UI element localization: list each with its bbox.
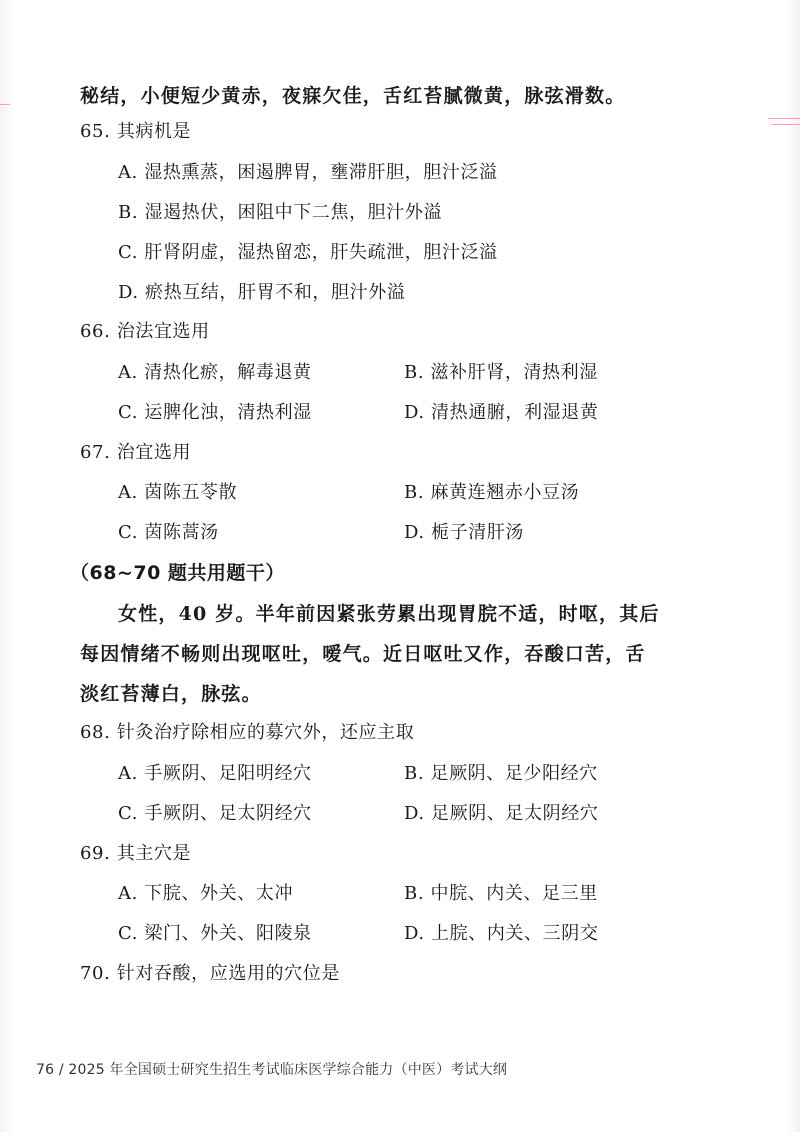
right-edge-mark-2 [772,124,800,125]
question-65-option-b: B. 湿遏热伏，困阻中下二焦，胆汁外溢 [118,202,443,223]
question-66-stem: 66. 治法宜选用 [80,321,210,342]
right-edge-mark [768,118,800,119]
question-67-option-a: A. 茵陈五苓散 [118,482,238,503]
question-65-option-c: C. 肝肾阴虚，湿热留恋，肝失疏泄，胆汁泛溢 [118,242,498,263]
question-68-option-a: A. 手厥阴、足阳明经穴 [118,763,312,784]
question-65-option-a: A. 湿热熏蒸，困遏脾胃，壅滞肝胆，胆汁泛溢 [118,162,498,183]
question-67-option-d: D. 栀子清肝汤 [404,522,525,543]
question-69-option-a: A. 下脘、外关、太冲 [118,883,294,904]
question-67-option-b: B. 麻黄连翘赤小豆汤 [404,482,580,503]
question-68-option-c: C. 手厥阴、足太阴经穴 [118,803,312,824]
group-case-line-3: 淡红苔薄白，脉弦。 [80,683,262,705]
question-68-stem: 68. 针灸治疗除相应的募穴外，还应主取 [80,722,415,743]
question-66-option-b: B. 滋补肝肾，清热利湿 [404,362,598,383]
question-66-option-d: D. 清热通腑，利湿退黄 [404,402,599,423]
group-title: （68~70 题共用题干） [70,562,285,584]
question-69-stem: 69. 其主穴是 [80,843,192,864]
question-66-option-a: A. 清热化瘀，解毒退黄 [118,362,312,383]
question-65-stem: 65. 其病机是 [80,121,192,142]
question-65-option-d: D. 瘀热互结，肝胃不和，胆汁外溢 [118,282,406,303]
question-69-option-c: C. 梁门、外关、阳陵泉 [118,923,312,944]
case-text-top: 秘结，小便短少黄赤，夜寐欠佳，舌红苔腻微黄，脉弦滑数。 [80,85,626,107]
question-68-option-d: D. 足厥阴、足太阴经穴 [404,803,599,824]
question-69-option-b: B. 中脘、内关、足三里 [404,883,598,904]
question-67-option-c: C. 茵陈蒿汤 [118,522,219,543]
question-69-option-d: D. 上脘、内关、三阴交 [404,923,599,944]
question-68-option-b: B. 足厥阴、足少阳经穴 [404,763,598,784]
group-case-line-1: 女性，40 岁。半年前因紧张劳累出现胃脘不适，时呕，其后 [118,603,660,625]
left-edge-mark [0,104,10,105]
question-66-option-c: C. 运脾化浊，清热利湿 [118,402,312,423]
question-70-stem: 70. 针对吞酸，应选用的穴位是 [80,963,340,984]
group-case-line-2: 每因情绪不畅则出现呕吐，嗳气。近日呕吐又作，吞酸口苦，舌 [80,643,646,665]
question-67-stem: 67. 治宜选用 [80,442,192,463]
page-footer: 76 / 2025 年全国硕士研究生招生考试临床医学综合能力（中医）考试大纲 [36,1062,508,1078]
